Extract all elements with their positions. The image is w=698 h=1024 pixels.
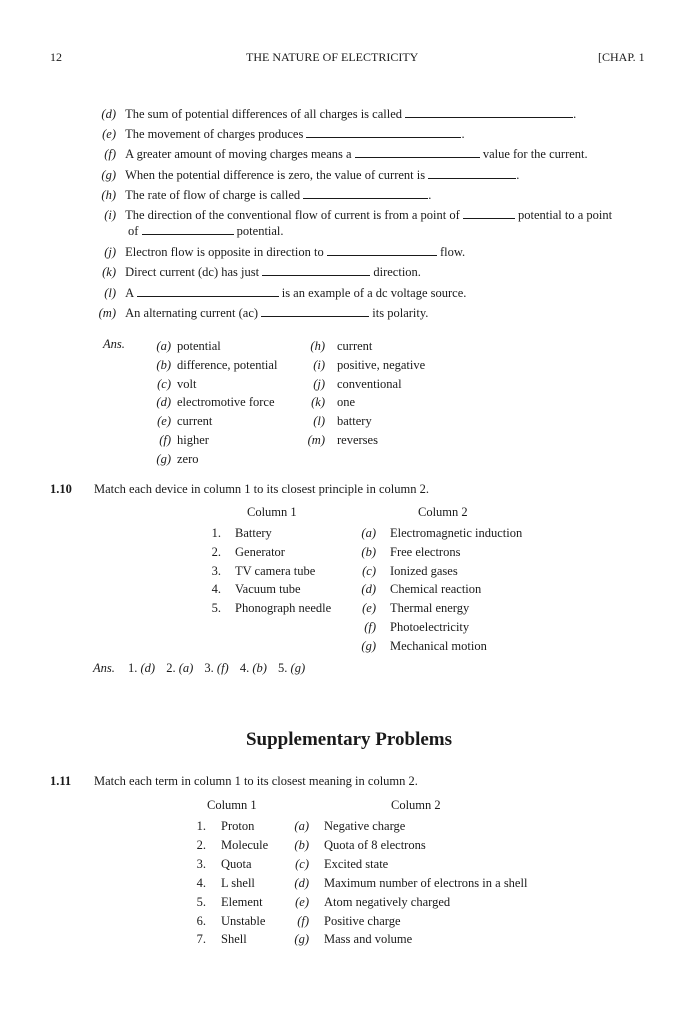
fill-in-item-i (90, 207, 612, 223)
item-label: (l) (104, 286, 116, 300)
list-item: (d) Maximum number of electrons in a shell (294, 875, 528, 890)
list-item: 5. Phonograph needle (211, 601, 332, 616)
fill-in-item-k (90, 264, 421, 280)
item-label: (d) (101, 107, 116, 121)
item-label: (f) (104, 147, 116, 161)
answer-item: 5. (g) (278, 661, 306, 675)
answer-blank (306, 126, 461, 138)
answer-blank (261, 305, 369, 317)
item-label: (h) (101, 188, 116, 202)
fill-in-item-d (90, 106, 576, 122)
list-item: (g) Mechanical motion (361, 638, 487, 653)
list-item: (c) Ionized gases (362, 563, 458, 578)
answer-row: (b) difference, potential (156, 357, 278, 372)
list-item: 4. Vacuum tube (211, 582, 301, 597)
fill-in-item-g (90, 167, 519, 183)
list-item: (e) Thermal energy (362, 601, 470, 616)
fill-in-item-j (90, 244, 465, 260)
item-text-end: direction. (370, 265, 421, 279)
answer-row: (g) zero (156, 451, 199, 466)
answer-row: (c) volt (157, 376, 197, 391)
item-label: (j) (104, 245, 116, 259)
list-item: 1. Proton (196, 819, 255, 833)
answer-row: (j) conventional (313, 376, 402, 391)
answer-item: 1. (d) (128, 661, 156, 675)
list-item: 5. Element (196, 894, 263, 909)
list-item: (e) Atom negatively charged (295, 894, 451, 909)
item-text-end: potential. (233, 224, 284, 238)
answer-row: (m) reverses (307, 432, 378, 447)
answer-row: (i) positive, negative (313, 357, 426, 372)
answer-row: (a) potential (156, 339, 221, 353)
answer-blank (142, 223, 234, 235)
answer-row: (l) battery (313, 414, 372, 429)
running-title: THE NATURE OF ELECTRICITY (246, 50, 419, 64)
list-item: 4. L shell (196, 875, 255, 890)
answer-row: (f) higher (159, 432, 209, 447)
answer-blank (303, 187, 428, 199)
list-item: 1. Battery (211, 526, 272, 540)
list-item: 3. TV camera tube (211, 563, 316, 578)
item-text: Direct current (dc) has just (125, 265, 263, 279)
fill-in-item-l (90, 285, 466, 301)
problem-number: 1.10 (50, 482, 72, 496)
item-label: (m) (98, 306, 116, 320)
list-item: (f) Positive charge (297, 913, 401, 928)
column-1-list (205, 524, 331, 618)
answer-blank (428, 167, 516, 179)
list-item: 2. Molecule (196, 837, 269, 852)
fill-in-item-i-continuation (128, 223, 284, 239)
item-text: The rate of flow of charge is called (125, 188, 304, 202)
column-2-header: Column 2 (391, 798, 441, 812)
answers-label: Ans. (103, 337, 125, 351)
list-item: (c) Excited state (295, 856, 389, 871)
column-2-list (283, 817, 527, 949)
answer-blank (355, 146, 480, 158)
fill-in-item-m (90, 305, 428, 321)
answers-right-column (297, 337, 425, 450)
item-text: When the potential difference is zero, the value of current is (125, 168, 429, 182)
fill-in-item-h (90, 187, 431, 203)
fill-in-item-f (90, 146, 588, 162)
answers-label: Ans. (93, 661, 115, 675)
item-text-end: potential to a point (514, 208, 613, 222)
item-text: The direction of the conventional flow of current is from a point of (125, 208, 463, 222)
section-title: Supplementary Problems (245, 729, 452, 750)
column-1-header: Column 1 (207, 798, 257, 812)
answer-blank (327, 244, 437, 256)
answer-row: (h) current (310, 339, 373, 353)
problem-number: 1.11 (50, 774, 72, 788)
problem-prompt: Match each term in column 1 to its closest meaning in column 2. (94, 774, 418, 788)
item-text-end: . (461, 127, 465, 141)
column-1-list (192, 817, 268, 949)
answer-item: 2. (a) (166, 661, 194, 675)
answer-blank (262, 264, 370, 276)
list-item: (a) Negative charge (294, 819, 406, 833)
chapter-label: [CHAP. 1 (598, 50, 645, 64)
column-1-header: Column 1 (247, 505, 297, 519)
item-label: (e) (102, 127, 116, 141)
answer-blank (463, 207, 515, 219)
answers-1-10 (93, 661, 305, 676)
list-item: (b) Free electrons (361, 544, 461, 559)
answer-blank (137, 285, 279, 297)
answer-row: (d) electromotive force (156, 395, 275, 410)
item-text: A (125, 286, 137, 300)
item-label: (i) (104, 208, 116, 222)
item-label: (k) (102, 265, 116, 279)
list-item: (g) Mass and volume (294, 932, 413, 947)
column-2-header: Column 2 (418, 505, 468, 519)
item-text: Electron flow is opposite in direction to (125, 245, 327, 259)
answers-left-column (143, 337, 277, 469)
item-text: The sum of potential differences of all charges is called (125, 107, 406, 121)
list-item: (f) Photoelectricity (364, 619, 470, 634)
answer-blank (405, 106, 573, 118)
list-item: 6. Unstable (196, 913, 266, 928)
item-text-end: its polarity. (369, 306, 429, 320)
item-text-end: value for the current. (479, 147, 588, 161)
item-text-end: is an example of a dc voltage source. (278, 286, 467, 300)
item-text-end: . (428, 188, 432, 202)
list-item: 2. Generator (211, 544, 285, 559)
item-text-end: flow. (436, 245, 466, 259)
list-item: 3. Quota (196, 856, 252, 871)
list-item: (b) Quota of 8 electrons (294, 837, 426, 852)
answer-item: 3. (f) (204, 661, 229, 675)
item-text: An alternating current (ac) (125, 306, 262, 320)
list-item: 7. Shell (196, 932, 247, 947)
answer-row: (k) one (311, 395, 356, 410)
fill-in-item-e (90, 126, 465, 142)
item-text: The movement of charges produces (125, 127, 307, 141)
item-text-end: . (573, 107, 577, 121)
answer-row: (e) current (157, 414, 213, 429)
column-2-list (348, 524, 522, 656)
item-text-end: . (516, 168, 520, 182)
item-text: A greater amount of moving charges means a (125, 147, 355, 161)
item-text: of (128, 224, 142, 238)
list-item: (d) Chemical reaction (361, 582, 482, 597)
page-number: 12 (50, 50, 62, 64)
list-item: (a) Electromagnetic induction (361, 526, 523, 540)
answer-item: 4. (b) (239, 661, 267, 675)
item-label: (g) (101, 168, 116, 182)
problem-prompt: Match each device in column 1 to its closest principle in column 2. (94, 482, 429, 496)
